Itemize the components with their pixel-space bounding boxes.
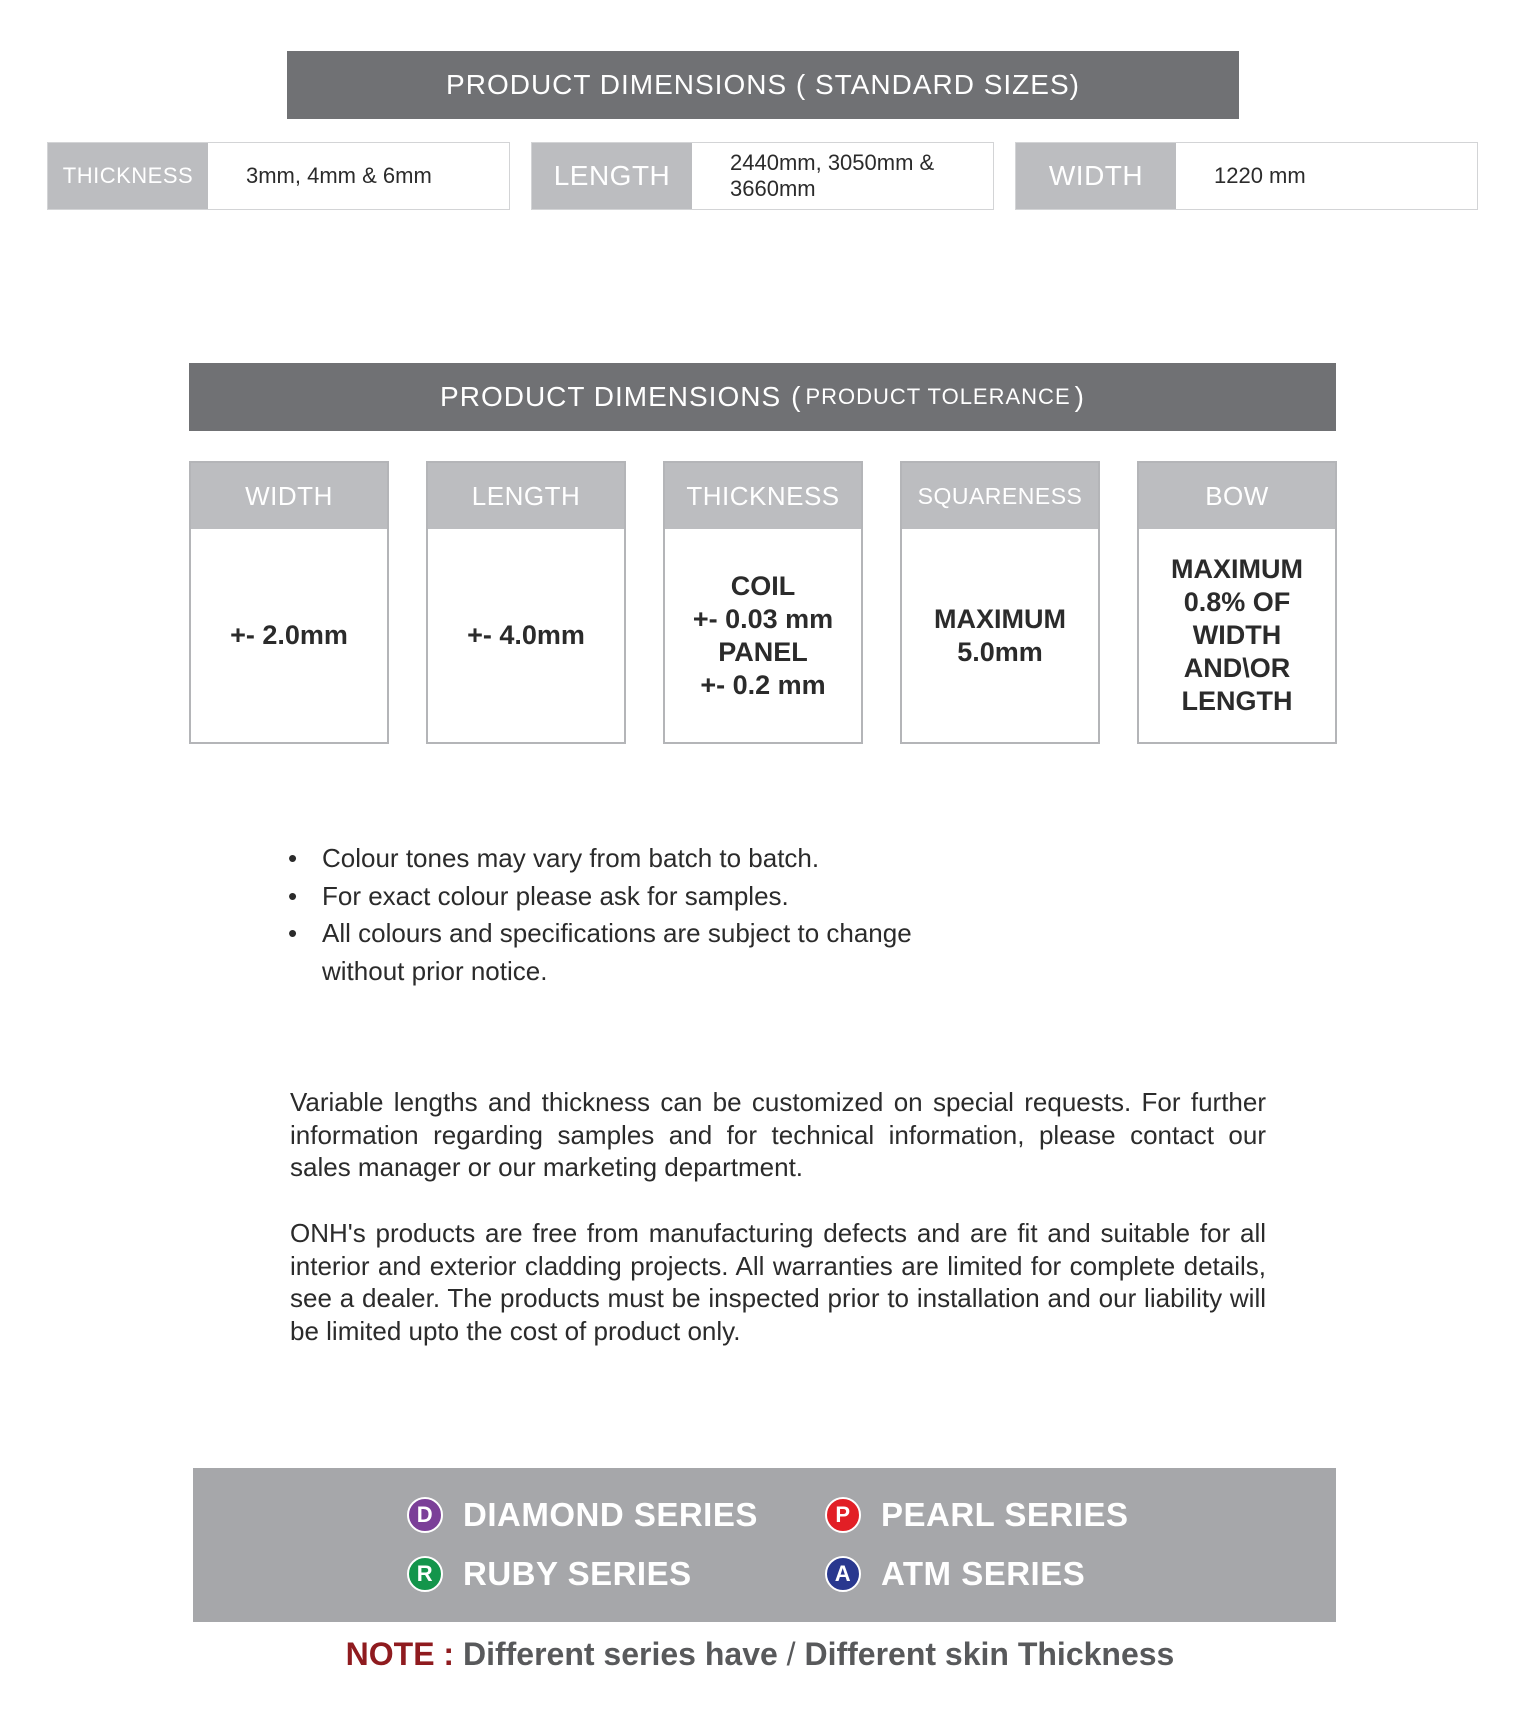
tolerance-card-length: [426, 461, 626, 744]
tolerance-line: PANEL: [718, 636, 808, 667]
tolerance-card-value: [428, 529, 624, 742]
tolerance-card-value: [665, 529, 861, 742]
diamond-badge-icon: D: [407, 1497, 443, 1533]
series-name: ATM SERIES: [881, 1555, 1086, 1592]
note-slash: /: [786, 1636, 796, 1672]
dimension-label: LENGTH: [532, 143, 692, 209]
atm-badge-icon: A: [825, 1556, 861, 1592]
tolerance-card-squareness: [900, 461, 1100, 744]
tolerance-line: +- 2.0mm: [230, 620, 348, 650]
tolerance-line: WIDTH: [1192, 620, 1282, 650]
tolerance-title-close: ): [1074, 381, 1085, 412]
tolerance-line: 5.0mm: [957, 636, 1043, 667]
tolerance-line: LENGTH: [1181, 686, 1293, 716]
note-text: Colour tones may vary from batch to batch.: [322, 843, 820, 873]
ruby-badge-icon: R: [407, 1556, 443, 1592]
warranty-paragraph: ONH's products are free from manufacturing defects and are fit and suitable for all interior and exterior cladding projects. All warranties are limited for complete details, see a dealer. The products must be inspected prior to installation and our liability will be limited upto the cost of product only.: [290, 1218, 1266, 1346]
tolerance-line: MAXIMUM: [1171, 554, 1303, 584]
list-item: [288, 915, 942, 990]
notes-list: [288, 840, 988, 990]
tolerance-card-value: [902, 529, 1098, 742]
standard-sizes-title: [287, 51, 1239, 119]
tolerance-line: +- 4.0mm: [467, 620, 585, 650]
tolerance-card-bow: [1137, 461, 1337, 744]
note-text-a: Different series have: [462, 1636, 778, 1672]
list-item: [288, 878, 988, 916]
tolerance-card-value: [1139, 529, 1335, 742]
list-item: [288, 840, 988, 878]
dimension-label: WIDTH: [1016, 143, 1176, 209]
tolerance-card-value: [191, 529, 387, 742]
bullet: •: [288, 843, 298, 873]
series-name: PEARL SERIES: [881, 1496, 1129, 1533]
tolerance-line: +- 0.03 mm: [692, 603, 834, 634]
note-text-b: Different skin Thickness: [804, 1636, 1175, 1672]
tolerance-title-main: PRODUCT DIMENSIONS: [440, 381, 782, 412]
bullet: •: [288, 918, 298, 948]
dimension-length: [531, 142, 994, 210]
series-name: RUBY SERIES: [463, 1555, 692, 1592]
dimension-label: THICKNESS: [48, 143, 208, 209]
note-label: NOTE :: [345, 1636, 455, 1672]
tolerance-line: MAXIMUM: [934, 603, 1066, 634]
series-item-ruby: [407, 1555, 692, 1593]
series-note: [0, 1636, 1520, 1673]
series-item-pearl: [825, 1496, 1128, 1534]
tolerance-line: 0.8% OF: [1183, 587, 1291, 617]
info-paragraph: Variable lengths and thickness can be customized on special requests. For further information regarding samples and for technical information, please contact our sales manager or our marketing department.: [290, 1087, 1266, 1182]
standard-sizes-title-text: PRODUCT DIMENSIONS ( STANDARD SIZES): [446, 69, 1080, 100]
tolerance-card-label: THICKNESS: [665, 463, 861, 529]
tolerance-card-label: SQUARENESS: [902, 463, 1098, 529]
dimension-width: [1015, 142, 1478, 210]
tolerance-line: +- 0.2 mm: [700, 669, 826, 700]
tolerance-line: AND\OR: [1183, 653, 1291, 683]
series-legend: [193, 1468, 1336, 1622]
tolerance-line: COIL: [730, 570, 796, 601]
series-item-diamond: [407, 1496, 758, 1534]
tolerance-card-thickness: [663, 461, 863, 744]
bullet: •: [288, 880, 298, 911]
tolerance-title: [189, 363, 1336, 431]
series-name: DIAMOND SERIES: [463, 1496, 758, 1533]
tolerance-card-label: BOW: [1139, 463, 1335, 529]
tolerance-card-width: [189, 461, 389, 744]
tolerance-title-sub: PRODUCT TOLERANCE: [805, 384, 1071, 409]
dimension-value: 2440mm, 3050mm & 3660mm: [730, 150, 935, 201]
tolerance-card-label: LENGTH: [428, 463, 624, 529]
dimension-value: 1220 mm: [1214, 163, 1306, 188]
dimension-value: 3mm, 4mm & 6mm: [246, 163, 432, 188]
pearl-badge-icon: P: [825, 1497, 861, 1533]
series-item-atm: [825, 1555, 1085, 1593]
tolerance-card-label: WIDTH: [191, 463, 387, 529]
note-text: All colours and specifications are subject to change without prior notice.: [322, 918, 912, 986]
dimension-thickness: [47, 142, 510, 210]
note-text: For exact colour please ask for samples.: [322, 880, 789, 911]
tolerance-title-open: (: [791, 381, 802, 412]
